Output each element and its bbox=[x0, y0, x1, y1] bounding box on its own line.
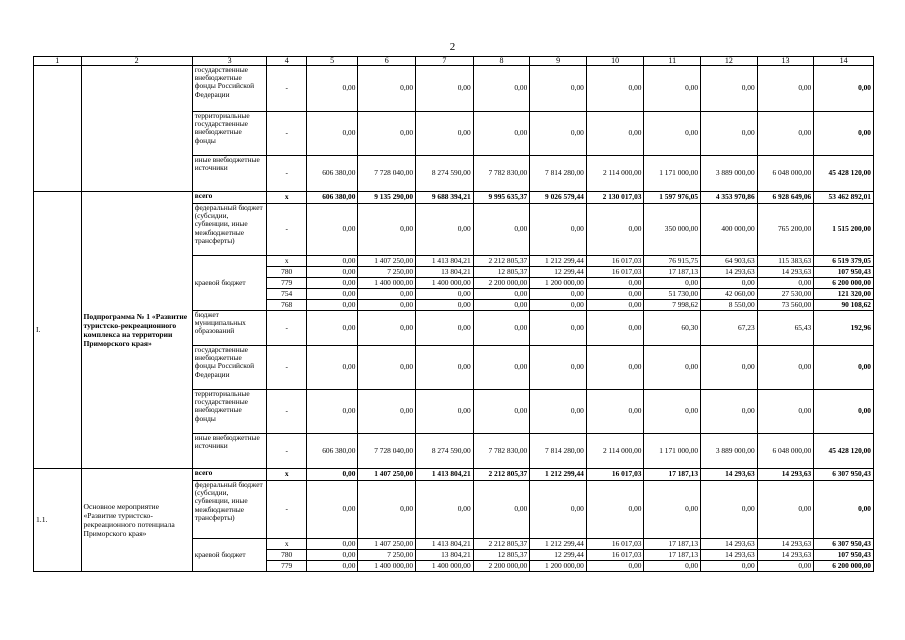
amount-cell: 0,00 bbox=[306, 289, 358, 300]
amount-cell: 0,00 bbox=[701, 481, 758, 539]
amount-cell: 0,00 bbox=[473, 481, 530, 539]
amount-cell: 14 293,63 bbox=[701, 539, 758, 550]
amount-cell: 51 730,00 bbox=[644, 289, 701, 300]
amount-cell: 0,00 bbox=[757, 278, 814, 289]
amount-cell: 0,00 bbox=[416, 289, 474, 300]
funding-source: иные внебюджетные источники bbox=[192, 156, 267, 192]
amount-cell: 45 428 120,00 bbox=[814, 156, 874, 192]
budget-code: 754 bbox=[267, 289, 306, 300]
budget-code: - bbox=[267, 112, 306, 156]
budget-code: - bbox=[267, 434, 306, 469]
amount-cell: 0,00 bbox=[586, 289, 644, 300]
amount-cell: 0,00 bbox=[586, 204, 644, 256]
amount-cell: 107 950,43 bbox=[814, 267, 874, 278]
amount-cell: 17 187,13 bbox=[644, 267, 701, 278]
header-cell: 7 bbox=[416, 57, 474, 66]
header-cell: 6 bbox=[358, 57, 416, 66]
amount-cell: 0,00 bbox=[814, 66, 874, 112]
amount-cell: 9 135 290,00 bbox=[358, 192, 416, 204]
amount-cell: 0,00 bbox=[814, 481, 874, 539]
amount-cell: 0,00 bbox=[358, 311, 416, 346]
amount-cell: 2 114 000,00 bbox=[586, 434, 644, 469]
amount-cell: 4 353 970,86 bbox=[701, 192, 758, 204]
amount-cell: 8 274 590,00 bbox=[416, 434, 474, 469]
amount-cell: 0,00 bbox=[416, 311, 474, 346]
amount-cell: 0,00 bbox=[701, 390, 758, 434]
amount-cell: 0,00 bbox=[586, 278, 644, 289]
budget-code: х bbox=[267, 256, 306, 267]
amount-cell: 1 212 299,44 bbox=[530, 469, 587, 481]
header-cell: 12 bbox=[701, 57, 758, 66]
budget-code: - bbox=[267, 390, 306, 434]
amount-cell: 0,00 bbox=[306, 267, 358, 278]
header-row bbox=[34, 57, 874, 66]
amount-cell: 1 407 250,00 bbox=[358, 469, 416, 481]
amount-cell: 17 187,13 bbox=[644, 469, 701, 481]
budget-code: 780 bbox=[267, 267, 306, 278]
amount-cell: 0,00 bbox=[358, 289, 416, 300]
amount-cell: 121 320,00 bbox=[814, 289, 874, 300]
amount-cell: 0,00 bbox=[358, 481, 416, 539]
amount-cell: 606 380,00 bbox=[306, 192, 358, 204]
amount-cell: 1 171 000,00 bbox=[644, 156, 701, 192]
amount-cell: 0,00 bbox=[757, 481, 814, 539]
amount-cell: 6 928 649,06 bbox=[757, 192, 814, 204]
amount-cell: 0,00 bbox=[530, 112, 587, 156]
funding-source: всего bbox=[192, 469, 267, 481]
header-cell: 2 bbox=[81, 57, 192, 66]
amount-cell: 0,00 bbox=[530, 346, 587, 390]
budget-code: 768 bbox=[267, 300, 306, 311]
amount-cell: 1 407 250,00 bbox=[358, 256, 416, 267]
header-cell: 14 bbox=[814, 57, 874, 66]
amount-cell: 606 380,00 bbox=[306, 156, 358, 192]
amount-cell: 0,00 bbox=[306, 278, 358, 289]
amount-cell: 14 293,63 bbox=[757, 469, 814, 481]
amount-cell: 0,00 bbox=[306, 256, 358, 267]
amount-cell: 14 293,63 bbox=[701, 267, 758, 278]
amount-cell: 0,00 bbox=[644, 561, 701, 572]
amount-cell: 0,00 bbox=[530, 311, 587, 346]
amount-cell: 0,00 bbox=[306, 550, 358, 561]
funding-source: территориальные государственные внебюджетные фонды bbox=[192, 112, 267, 156]
amount-cell: 1 400 000,00 bbox=[416, 278, 474, 289]
amount-cell: 0,00 bbox=[586, 390, 644, 434]
amount-cell: 0,00 bbox=[358, 390, 416, 434]
amount-cell: 16 017,03 bbox=[586, 256, 644, 267]
amount-cell: 7 782 830,00 bbox=[473, 156, 530, 192]
amount-cell: 6 048 000,00 bbox=[757, 156, 814, 192]
amount-cell: 0,00 bbox=[306, 539, 358, 550]
amount-cell: 7 782 830,00 bbox=[473, 434, 530, 469]
header-cell: 11 bbox=[644, 57, 701, 66]
amount-cell: 60,30 bbox=[644, 311, 701, 346]
amount-cell: 0,00 bbox=[473, 289, 530, 300]
amount-cell: 1 212 299,44 bbox=[530, 256, 587, 267]
amount-cell: 12 299,44 bbox=[530, 550, 587, 561]
budget-code: 780 bbox=[267, 550, 306, 561]
amount-cell: 7 814 280,00 bbox=[530, 434, 587, 469]
header-cell: 8 bbox=[473, 57, 530, 66]
amount-cell: 27 530,00 bbox=[757, 289, 814, 300]
amount-cell: 0,00 bbox=[757, 390, 814, 434]
amount-cell: 1 200 000,00 bbox=[530, 561, 587, 572]
amount-cell: 12 299,44 bbox=[530, 267, 587, 278]
amount-cell: 0,00 bbox=[586, 561, 644, 572]
amount-cell: 0,00 bbox=[306, 311, 358, 346]
amount-cell: 606 380,00 bbox=[306, 434, 358, 469]
amount-cell: 2 200 000,00 bbox=[473, 561, 530, 572]
amount-cell: 14 293,63 bbox=[701, 469, 758, 481]
amount-cell: 2 212 805,37 bbox=[473, 539, 530, 550]
amount-cell: 2 114 000,00 bbox=[586, 156, 644, 192]
table-row bbox=[34, 469, 874, 481]
amount-cell: 16 017,03 bbox=[586, 469, 644, 481]
header-cell: 4 bbox=[267, 57, 306, 66]
amount-cell: 0,00 bbox=[701, 346, 758, 390]
amount-cell: 3 889 000,00 bbox=[701, 434, 758, 469]
amount-cell: 0,00 bbox=[473, 204, 530, 256]
amount-cell: 1 400 000,00 bbox=[358, 561, 416, 572]
amount-cell: 64 903,63 bbox=[701, 256, 758, 267]
amount-cell: 0,00 bbox=[530, 300, 587, 311]
amount-cell: 0,00 bbox=[814, 346, 874, 390]
budget-code: 779 bbox=[267, 278, 306, 289]
amount-cell: 1 171 000,00 bbox=[644, 434, 701, 469]
budget-code: х bbox=[267, 192, 306, 204]
amount-cell: 0,00 bbox=[416, 300, 474, 311]
budget-code: - bbox=[267, 66, 306, 112]
header-cell: 1 bbox=[34, 57, 82, 66]
amount-cell: 3 889 000,00 bbox=[701, 156, 758, 192]
amount-cell: 0,00 bbox=[306, 346, 358, 390]
amount-cell: 107 950,43 bbox=[814, 550, 874, 561]
amount-cell: 7 250,00 bbox=[358, 267, 416, 278]
budget-code: - bbox=[267, 481, 306, 539]
amount-cell: 6 200 000,00 bbox=[814, 278, 874, 289]
amount-cell: 0,00 bbox=[586, 346, 644, 390]
amount-cell: 0,00 bbox=[530, 66, 587, 112]
amount-cell: 7 728 040,00 bbox=[358, 434, 416, 469]
amount-cell: 0,00 bbox=[586, 481, 644, 539]
amount-cell: 7 814 280,00 bbox=[530, 156, 587, 192]
amount-cell: 1 515 200,00 bbox=[814, 204, 874, 256]
amount-cell: 53 462 892,01 bbox=[814, 192, 874, 204]
amount-cell: 0,00 bbox=[814, 390, 874, 434]
amount-cell: 6 519 379,05 bbox=[814, 256, 874, 267]
amount-cell: 400 000,00 bbox=[701, 204, 758, 256]
amount-cell: 14 293,63 bbox=[757, 539, 814, 550]
amount-cell: 1 400 000,00 bbox=[416, 561, 474, 572]
amount-cell: 6 307 950,43 bbox=[814, 539, 874, 550]
funding-source: федеральный бюджет (субсидии, субвенции, иные межбюджетные трансферты) bbox=[192, 481, 267, 539]
amount-cell: 350 000,00 bbox=[644, 204, 701, 256]
amount-cell: 42 060,00 bbox=[701, 289, 758, 300]
header-cell: 3 bbox=[192, 57, 267, 66]
amount-cell: 0,00 bbox=[701, 278, 758, 289]
amount-cell: 0,00 bbox=[358, 300, 416, 311]
amount-cell: 1 597 976,05 bbox=[644, 192, 701, 204]
amount-cell: 6 200 000,00 bbox=[814, 561, 874, 572]
amount-cell: 0,00 bbox=[416, 390, 474, 434]
budget-code: - bbox=[267, 156, 306, 192]
budget-code: х bbox=[267, 469, 306, 481]
amount-cell: 67,23 bbox=[701, 311, 758, 346]
amount-cell: 16 017,03 bbox=[586, 267, 644, 278]
amount-cell: 65,43 bbox=[757, 311, 814, 346]
amount-cell: 0,00 bbox=[701, 66, 758, 112]
amount-cell: 0,00 bbox=[644, 66, 701, 112]
budget-table bbox=[33, 56, 874, 572]
amount-cell: 1 407 250,00 bbox=[358, 539, 416, 550]
amount-cell: 0,00 bbox=[530, 204, 587, 256]
amount-cell: 16 017,03 bbox=[586, 539, 644, 550]
funding-source: краевой бюджет bbox=[192, 256, 267, 311]
amount-cell: 7 998,62 bbox=[644, 300, 701, 311]
funding-source: государственные внебюджетные фонды Российской Федерации bbox=[192, 346, 267, 390]
amount-cell: 90 108,62 bbox=[814, 300, 874, 311]
section-name bbox=[81, 66, 192, 192]
amount-cell: 0,00 bbox=[416, 112, 474, 156]
amount-cell: 0,00 bbox=[644, 112, 701, 156]
amount-cell: 17 187,13 bbox=[644, 550, 701, 561]
amount-cell: 1 413 804,21 bbox=[416, 256, 474, 267]
amount-cell: 12 805,37 bbox=[473, 550, 530, 561]
amount-cell: 0,00 bbox=[416, 346, 474, 390]
amount-cell: 9 026 579,44 bbox=[530, 192, 587, 204]
amount-cell: 1 200 000,00 bbox=[530, 278, 587, 289]
funding-source: краевой бюджет bbox=[192, 539, 267, 572]
funding-source: иные внебюджетные источники bbox=[192, 434, 267, 469]
amount-cell: 0,00 bbox=[701, 561, 758, 572]
amount-cell: 0,00 bbox=[306, 204, 358, 256]
funding-source: территориальные государственные внебюджетные фонды bbox=[192, 390, 267, 434]
section-number: I. bbox=[34, 192, 82, 469]
amount-cell: 0,00 bbox=[530, 481, 587, 539]
amount-cell: 0,00 bbox=[757, 66, 814, 112]
amount-cell: 14 293,63 bbox=[757, 550, 814, 561]
amount-cell: 0,00 bbox=[644, 278, 701, 289]
amount-cell: 9 688 394,21 bbox=[416, 192, 474, 204]
section-number: 1.1. bbox=[34, 469, 82, 572]
amount-cell: 6 307 950,43 bbox=[814, 469, 874, 481]
amount-cell: 765 200,00 bbox=[757, 204, 814, 256]
amount-cell: 0,00 bbox=[757, 561, 814, 572]
amount-cell: 0,00 bbox=[757, 346, 814, 390]
amount-cell: 0,00 bbox=[306, 112, 358, 156]
amount-cell: 0,00 bbox=[473, 311, 530, 346]
table-row bbox=[34, 66, 874, 112]
section-name: Подпрограмма № 1 «Развитие туристско-рекреационного комплекса на территории Приморского края» bbox=[81, 192, 192, 469]
amount-cell: 9 995 635,37 bbox=[473, 192, 530, 204]
amount-cell: 13 804,21 bbox=[416, 550, 474, 561]
amount-cell: 2 212 805,37 bbox=[473, 256, 530, 267]
amount-cell: 17 187,13 bbox=[644, 539, 701, 550]
amount-cell: 0,00 bbox=[306, 469, 358, 481]
amount-cell: 0,00 bbox=[586, 300, 644, 311]
section-name: Основное мероприятие «Развитие туристско-рекреационного потенциала Приморского края» bbox=[81, 469, 192, 572]
funding-source: бюджет муниципальных образований bbox=[192, 311, 267, 346]
header-cell: 5 bbox=[306, 57, 358, 66]
amount-cell: 115 383,63 bbox=[757, 256, 814, 267]
amount-cell: 0,00 bbox=[586, 112, 644, 156]
amount-cell: 2 212 805,37 bbox=[473, 469, 530, 481]
amount-cell: 2 200 000,00 bbox=[473, 278, 530, 289]
header-cell: 13 bbox=[757, 57, 814, 66]
amount-cell: 0,00 bbox=[358, 204, 416, 256]
amount-cell: 14 293,63 bbox=[701, 550, 758, 561]
budget-code: - bbox=[267, 311, 306, 346]
amount-cell: 0,00 bbox=[814, 112, 874, 156]
amount-cell: 8 274 590,00 bbox=[416, 156, 474, 192]
amount-cell: 8 550,00 bbox=[701, 300, 758, 311]
amount-cell: 0,00 bbox=[358, 346, 416, 390]
amount-cell: 1 413 804,21 bbox=[416, 539, 474, 550]
amount-cell: 0,00 bbox=[306, 481, 358, 539]
amount-cell: 1 413 804,21 bbox=[416, 469, 474, 481]
amount-cell: 0,00 bbox=[306, 300, 358, 311]
amount-cell: 0,00 bbox=[473, 390, 530, 434]
amount-cell: 1 212 299,44 bbox=[530, 539, 587, 550]
amount-cell: 12 805,37 bbox=[473, 267, 530, 278]
amount-cell: 0,00 bbox=[306, 561, 358, 572]
amount-cell: 0,00 bbox=[416, 481, 474, 539]
page-number: 2 bbox=[449, 41, 456, 53]
amount-cell: 76 915,75 bbox=[644, 256, 701, 267]
section-number bbox=[34, 66, 82, 192]
amount-cell: 1 400 000,00 bbox=[358, 278, 416, 289]
amount-cell: 2 130 017,03 bbox=[586, 192, 644, 204]
funding-source: всего bbox=[192, 192, 267, 204]
amount-cell: 0,00 bbox=[530, 289, 587, 300]
amount-cell: 7 250,00 bbox=[358, 550, 416, 561]
amount-cell: 0,00 bbox=[416, 66, 474, 112]
amount-cell: 0,00 bbox=[586, 66, 644, 112]
amount-cell: 13 804,21 bbox=[416, 267, 474, 278]
amount-cell: 6 048 000,00 bbox=[757, 434, 814, 469]
budget-code: - bbox=[267, 346, 306, 390]
amount-cell: 0,00 bbox=[473, 300, 530, 311]
amount-cell: 192,96 bbox=[814, 311, 874, 346]
budget-code: х bbox=[267, 539, 306, 550]
budget-code: 779 bbox=[267, 561, 306, 572]
amount-cell: 0,00 bbox=[757, 112, 814, 156]
amount-cell: 14 293,63 bbox=[757, 267, 814, 278]
funding-source: федеральный бюджет (субсидии, субвенции, иные межбюджетные трансферты) bbox=[192, 204, 267, 256]
table-row bbox=[34, 192, 874, 204]
amount-cell: 0,00 bbox=[306, 390, 358, 434]
amount-cell: 7 728 040,00 bbox=[358, 156, 416, 192]
amount-cell: 0,00 bbox=[306, 66, 358, 112]
amount-cell: 0,00 bbox=[644, 390, 701, 434]
amount-cell: 0,00 bbox=[644, 481, 701, 539]
amount-cell: 0,00 bbox=[644, 346, 701, 390]
amount-cell: 0,00 bbox=[473, 112, 530, 156]
funding-source: государственные внебюджетные фонды Российской Федерации bbox=[192, 66, 267, 112]
amount-cell: 0,00 bbox=[473, 346, 530, 390]
amount-cell: 0,00 bbox=[416, 204, 474, 256]
amount-cell: 0,00 bbox=[358, 112, 416, 156]
amount-cell: 73 560,00 bbox=[757, 300, 814, 311]
amount-cell: 0,00 bbox=[358, 66, 416, 112]
amount-cell: 45 428 120,00 bbox=[814, 434, 874, 469]
header-cell: 9 bbox=[530, 57, 587, 66]
amount-cell: 0,00 bbox=[586, 311, 644, 346]
amount-cell: 0,00 bbox=[473, 66, 530, 112]
amount-cell: 16 017,03 bbox=[586, 550, 644, 561]
budget-code: - bbox=[267, 204, 306, 256]
amount-cell: 0,00 bbox=[701, 112, 758, 156]
amount-cell: 0,00 bbox=[530, 390, 587, 434]
header-cell: 10 bbox=[586, 57, 644, 66]
